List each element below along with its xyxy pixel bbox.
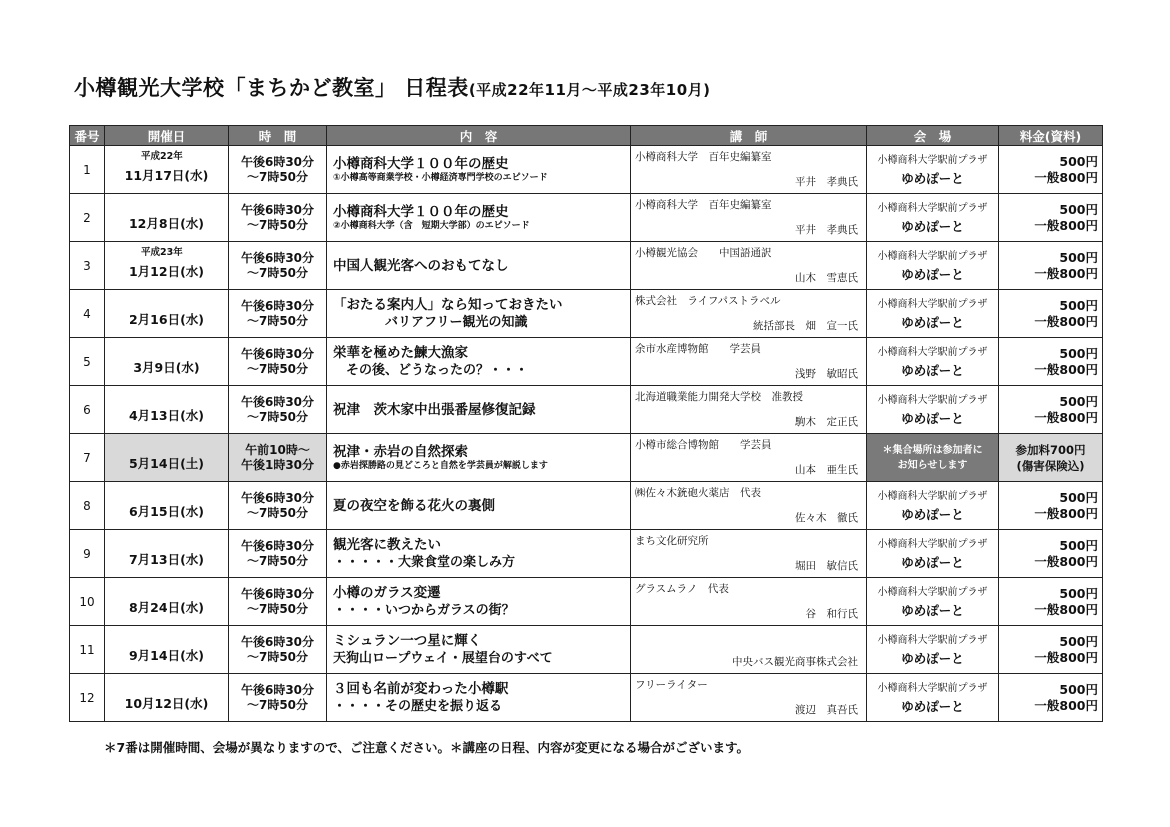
row-fee-general: (傷害保険込) [1016,458,1085,473]
header-time: 時 間 [229,126,327,146]
row-lecturer-name: 浅野 敏昭氏 [795,368,858,380]
row-number: 9 [70,530,105,578]
header-content: 内 容 [327,126,631,146]
row-time-end: ～7時50分 [246,361,309,376]
row-topic-title: 栄華を極めた鰊大漁家 [333,344,468,361]
row-lecturer-org: ㈱佐々木銃砲火薬店 代表 [635,487,761,499]
row-topic-subtitle: その後、どうなったの？・・・ [333,362,529,378]
row-date [105,530,229,578]
row-venue-line2: ゆめぽーと [901,267,964,282]
row-venue [867,626,999,674]
row-date-label: 1月12日(水) [128,263,205,279]
row-lecturer-org: 北海道職業能力開発大学校 准教授 [635,391,803,403]
row-venue [867,530,999,578]
row-venue [867,482,999,530]
row-date-label: 10月12日(水) [124,695,209,711]
row-time-end: ～7時50分 [246,265,309,280]
row-lecturer-name: 統括部長 畑 宣一氏 [753,320,858,332]
row-date [105,434,229,482]
row-topic-title: 小樽のガラス変遷 [333,584,441,601]
table-row-10 [70,578,1103,626]
row-fee [999,146,1103,194]
row-time-start: 午後6時30分 [240,538,315,553]
row-date-label: 11月17日(水) [124,167,209,183]
row-venue-line1: 小樽商科大学駅前プラザ [877,539,988,550]
table-row-12 [70,674,1103,722]
row-fee-general: 一般800円 [1034,649,1098,665]
title-period: (平成22年11月～平成23年10月) [468,81,711,99]
row-lecturer [631,146,867,194]
row-venue-line2: ゆめぽーと [901,411,964,426]
table-row-9 [70,530,1103,578]
row-venue [867,338,999,386]
row-topic [327,674,631,722]
row-venue-line2: ゆめぽーと [901,507,964,522]
row-fee-general: 一般800円 [1034,313,1098,329]
row-topic [327,338,631,386]
row-fee-general: 一般800円 [1034,553,1098,569]
row-time-start: 午後6時30分 [240,202,315,217]
row-date [105,242,229,290]
row-lecturer-org: 小樽商科大学 百年史編纂室 [635,151,772,163]
row-time-end: 午後1時30分 [240,457,315,472]
row-fee-member: 500円 [1059,489,1098,505]
row-topic-title: 「おたる案内人」なら知っておきたい [333,296,563,313]
row-lecturer-name: 山木 雪恵氏 [795,272,858,284]
row-topic [327,482,631,530]
row-date [105,578,229,626]
row-topic-subtitle: ●赤岩探勝路の見どころと自然を学芸員が解説します [333,461,548,471]
table-row-5 [70,338,1103,386]
row-venue-line2: ゆめぽーと [901,603,964,618]
row-date [105,194,229,242]
row-fee-general: 一般800円 [1034,265,1098,281]
row-venue-line1: 小樽商科大学駅前プラザ [877,347,988,358]
row-number: 8 [70,482,105,530]
row-fee [999,386,1103,434]
row-lecturer [631,338,867,386]
row-date-label: 6月15日(水) [128,503,205,519]
row-lecturer-org: まち文化研究所 [635,535,709,547]
row-lecturer [631,578,867,626]
row-venue [867,434,999,482]
row-lecturer-name: 駒木 定正氏 [795,416,858,428]
table-header-row [70,126,1103,146]
row-venue-line2: ゆめぽーと [901,651,964,666]
row-topic-subtitle: ①小樽高等商業学校・小樽経済専門学校のエピソード [333,173,548,183]
row-venue-line1: 小樽商科大学駅前プラザ [877,299,988,310]
row-venue-line2: お知らせします [897,459,968,471]
row-time [229,434,327,482]
row-date [105,338,229,386]
row-lecturer-name: 平井 孝典氏 [795,176,858,188]
row-fee [999,674,1103,722]
row-lecturer-name: 中央バス観光商事株式会社 [732,656,858,668]
row-fee-general: 一般800円 [1034,409,1098,425]
row-time-start: 午後6時30分 [240,682,315,697]
row-topic-title: 中国人観光客へのおもてなし [333,257,509,274]
row-date-label: 9月14日(水) [128,647,205,663]
row-time-end: ～7時50分 [246,505,309,520]
row-fee-general: 一般800円 [1034,169,1098,185]
row-lecturer-org: 小樽観光協会 中国語通訳 [635,247,772,259]
row-time-start: 午後6時30分 [240,634,315,649]
row-venue-line1: 小樽商科大学駅前プラザ [877,395,988,406]
row-date-label: 3月9日(水) [133,359,200,375]
row-fee-member: 500円 [1059,345,1098,361]
row-time [229,578,327,626]
row-time-end: ～7時50分 [246,553,309,568]
row-topic [327,626,631,674]
row-time-end: ～7時50分 [246,409,309,424]
row-venue-line1: 小樽商科大学駅前プラザ [877,203,988,214]
row-venue-line2: ゆめぽーと [901,171,964,186]
row-lecturer-org: グラスムラノ 代表 [635,583,729,595]
row-time-start: 午後6時30分 [240,154,315,169]
header-date: 開催日 [105,126,229,146]
row-topic-title: 観光客に教えたい [333,536,441,553]
table-row-1 [70,146,1103,194]
row-time [229,146,327,194]
row-lecturer-name: 渡辺 真吾氏 [795,704,858,716]
row-lecturer-org: 小樽商科大学 百年史編纂室 [635,199,772,211]
title-main: 小樽観光大学校「まちかど教室」 日程表 [74,76,469,100]
table-row-4 [70,290,1103,338]
row-date [105,626,229,674]
row-fee-member: 500円 [1059,297,1098,313]
row-topic [327,194,631,242]
row-time [229,674,327,722]
row-fee-member: 参加料700円 [1015,442,1086,457]
row-date [105,290,229,338]
row-venue-line1: 小樽商科大学駅前プラザ [877,155,988,166]
row-fee [999,194,1103,242]
row-era: 平成23年 [141,247,183,258]
row-lecturer [631,194,867,242]
row-fee-member: 500円 [1059,393,1098,409]
row-topic-subtitle: バリアフリー観光の知識 [333,314,528,330]
row-venue [867,194,999,242]
row-date [105,674,229,722]
row-date-label: 2月16日(水) [128,311,205,327]
row-fee-general: 一般800円 [1034,361,1098,377]
row-venue [867,578,999,626]
row-number: 6 [70,386,105,434]
row-time [229,338,327,386]
row-venue-line2: ゆめぽーと [901,555,964,570]
row-lecturer [631,626,867,674]
row-venue [867,290,999,338]
row-venue-line1: 小樽商科大学駅前プラザ [877,251,988,262]
row-time [229,386,327,434]
row-time-end: ～7時50分 [246,217,309,232]
row-number: 2 [70,194,105,242]
row-time-start: 午後6時30分 [240,394,315,409]
header-number: 番号 [70,126,105,146]
row-topic-title: 小樽商科大学１００年の歴史 [333,204,509,220]
row-date [105,386,229,434]
row-era: 平成22年 [141,151,183,162]
row-time-end: ～7時50分 [246,169,309,184]
row-venue-line1: 小樽商科大学駅前プラザ [877,587,988,598]
row-topic-title: 祝津・赤岩の自然探索 [333,444,468,460]
row-fee-member: 500円 [1059,153,1098,169]
row-time [229,194,327,242]
row-time [229,290,327,338]
row-date [105,482,229,530]
row-date-label: 5月14日(土) [128,455,205,471]
row-date-label: 12月8日(水) [128,215,205,231]
row-fee [999,290,1103,338]
row-fee-member: 500円 [1059,585,1098,601]
row-lecturer-name: 谷 和行氏 [805,608,858,620]
row-lecturer [631,242,867,290]
row-fee-member: 500円 [1059,537,1098,553]
row-venue [867,146,999,194]
row-lecturer-org: 余市水産博物館 学芸員 [635,343,761,355]
row-venue [867,242,999,290]
row-lecturer [631,674,867,722]
row-venue-line2: ゆめぽーと [901,699,964,714]
row-topic [327,146,631,194]
row-topic-subtitle: ・・・・・大衆食堂の楽しみ方 [333,554,516,570]
row-fee-general: 一般800円 [1034,217,1098,233]
row-venue-line2: ゆめぽーと [901,219,964,234]
row-fee-member: 500円 [1059,201,1098,217]
row-fee [999,482,1103,530]
row-lecturer [631,482,867,530]
table-row-6 [70,386,1103,434]
row-fee [999,578,1103,626]
row-number: 11 [70,626,105,674]
header-venue: 会 場 [867,126,999,146]
row-time-end: ～7時50分 [246,697,309,712]
row-venue-line1: 小樽商科大学駅前プラザ [877,491,988,502]
table-row-7 [70,434,1103,482]
row-fee [999,338,1103,386]
row-lecturer-name: 平井 孝典氏 [795,224,858,236]
header-fee: 料金(資料) [999,126,1103,146]
row-lecturer-org: 株式会社 ライフパストラベル [635,295,781,307]
footnote: ＊7番は開催時間、会場が異なりますので、ご注意ください。＊講座の日程、内容が変更になる場合がございます。 [104,740,749,755]
row-time-start: 午後6時30分 [240,298,315,313]
row-time-start: 午後6時30分 [240,490,315,505]
row-number: 4 [70,290,105,338]
row-fee [999,530,1103,578]
row-topic-subtitle: 天狗山ロープウェイ・展望台のすべて [333,650,553,666]
row-lecturer [631,530,867,578]
table-row-2 [70,194,1103,242]
row-venue [867,674,999,722]
row-lecturer-name: 佐々木 徹氏 [795,512,858,524]
row-lecturer [631,290,867,338]
row-venue-line2: ゆめぽーと [901,363,964,378]
row-topic-title: 祝津 茨木家中出張番屋修復記録 [333,401,536,418]
row-lecturer-name: 山本 亜生氏 [795,464,858,476]
row-lecturer [631,434,867,482]
row-topic [327,530,631,578]
row-venue [867,386,999,434]
row-topic-subtitle: ・・・・その歴史を振り返る [333,698,503,714]
row-fee-member: 500円 [1059,249,1098,265]
row-lecturer-org: フリーライター [635,679,708,691]
row-fee-member: 500円 [1059,633,1098,649]
row-time-start: 午前10時～ [245,442,310,457]
row-fee [999,434,1103,482]
row-topic [327,290,631,338]
row-topic-subtitle: ・・・・いつからガラスの街？ [333,602,515,618]
row-venue-line2: ゆめぽーと [901,315,964,330]
row-fee-general: 一般800円 [1034,697,1098,713]
row-venue-line1: ＊集合場所は参加者に [882,444,983,456]
row-date-label: 8月24日(水) [128,599,205,615]
table-row-11 [70,626,1103,674]
row-time-end: ～7時50分 [246,649,309,664]
row-topic [327,578,631,626]
row-topic-title: ミシュラン一つ星に輝く [333,632,482,649]
row-fee [999,626,1103,674]
row-venue-line1: 小樽商科大学駅前プラザ [877,683,988,694]
table-row-3 [70,242,1103,290]
row-fee-member: 500円 [1059,681,1098,697]
row-topic-title: 小樽商科大学１００年の歴史 [333,156,509,172]
row-fee-general: 一般800円 [1034,601,1098,617]
row-date-label: 7月13日(水) [128,551,205,567]
table-row-8 [70,482,1103,530]
row-time [229,242,327,290]
row-topic-title: ３回も名前が変わった小樽駅 [333,680,509,697]
row-time-end: ～7時50分 [246,313,309,328]
row-time-start: 午後6時30分 [240,346,315,361]
row-time-end: ～7時50分 [246,601,309,616]
row-date-label: 4月13日(水) [128,407,205,423]
schedule-table [69,125,1103,722]
row-time [229,530,327,578]
row-number: 1 [70,146,105,194]
row-date [105,146,229,194]
row-fee [999,242,1103,290]
row-topic-subtitle: ②小樽商科大学（含 短期大学部）のエピソード [333,221,530,231]
row-time [229,482,327,530]
row-lecturer [631,386,867,434]
row-number: 5 [70,338,105,386]
row-venue-line1: 小樽商科大学駅前プラザ [877,635,988,646]
row-time-start: 午後6時30分 [240,250,315,265]
row-topic [327,434,631,482]
row-fee-general: 一般800円 [1034,505,1098,521]
row-topic-title: 夏の夜空を飾る花火の裏側 [333,497,495,514]
row-time [229,626,327,674]
row-lecturer-org: 小樽市総合博物館 学芸員 [635,439,772,451]
row-lecturer-name: 堀田 敏信氏 [795,560,858,572]
row-time-start: 午後6時30分 [240,586,315,601]
row-number: 3 [70,242,105,290]
table-body [70,146,1103,722]
page-title [74,72,711,102]
row-topic [327,242,631,290]
row-number: 7 [70,434,105,482]
row-number: 12 [70,674,105,722]
row-number: 10 [70,578,105,626]
header-lecturer: 講 師 [631,126,867,146]
row-topic [327,386,631,434]
